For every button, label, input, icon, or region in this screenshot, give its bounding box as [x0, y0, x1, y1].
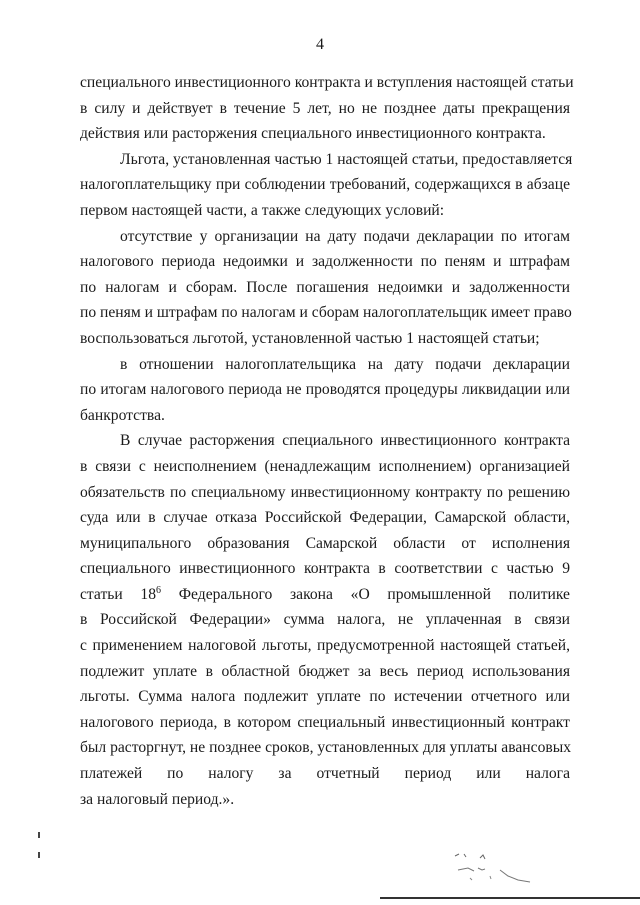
text-line: с применением налоговой льготы, предусмотренной настоящей статьей,: [80, 637, 570, 655]
text-line-statute: [80, 582, 570, 608]
text-line: В случае расторжения специального инвестиционного контракта: [120, 432, 570, 450]
scan-speck: [38, 832, 40, 838]
text-line: банкротства.: [80, 406, 165, 424]
text-line: суда или в случае отказа Российской Федерации, Самарской области,: [80, 509, 570, 527]
scan-edge-line: [380, 897, 640, 899]
text-line: налогоплательщику при соблюдении требований, содержащихся в абзаце: [80, 176, 570, 194]
text-line: обязательств по специальному инвестиционному контракту по решению: [80, 483, 570, 501]
text-line: за налоговый период.».: [80, 790, 235, 808]
text-line: в силу и действует в течение 5 лет, но не позднее даты прекращения: [80, 99, 570, 117]
paragraph-1: [80, 70, 574, 147]
text-line: первом настоящей части, а также следующих условий:: [80, 201, 445, 219]
text-line: льготы. Сумма налога подлежит уплате по истечении отчетного или: [80, 688, 570, 706]
text-line: налогового периода недоимки и задолженности по пеням и штрафам: [80, 253, 570, 271]
statute-law-name: Федерального закона «О промышленной политике: [161, 585, 570, 603]
document-body: [80, 70, 574, 812]
paragraph-4: [80, 352, 570, 429]
text-line: в Российской Федерации» сумма налога, не уплаченная в связи: [80, 611, 570, 629]
text-line: действия или расторжения специального инвестиционного контракта.: [80, 125, 546, 143]
text-line: в связи с неисполнением (ненадлежащим исполнением) организацией: [80, 457, 570, 475]
paragraph-2: [80, 147, 573, 224]
statute-article: статьи 18: [80, 585, 157, 603]
statute-superscript: 6: [156, 584, 162, 596]
text-line: подлежит уплате в областной бюджет за весь период использования: [80, 662, 570, 680]
text-line: специального инвестиционного контракта в соответствии с частью 9: [80, 560, 570, 578]
text-line: Льгота, установленная частью 1 настоящей статьи, предоставляется: [120, 150, 573, 168]
scan-smudge: [450, 848, 540, 888]
text-line: в отношении налогоплательщика на дату подачи декларации: [120, 355, 570, 373]
text-line: по итогам налогового периода не проводятся процедуры ликвидации или: [80, 381, 570, 399]
text-line: отсутствие у организации на дату подачи декларации по итогам: [120, 227, 570, 245]
text-line: муниципального образования Самарской области от исполнения: [80, 534, 570, 552]
paragraph-3: [80, 224, 570, 352]
paragraph-5: [80, 428, 570, 812]
page-number: 4: [316, 36, 324, 53]
scan-speck: [38, 852, 40, 858]
text-line: по пеням и штрафам по налогам и сборам налогоплательщик имеет право: [80, 304, 572, 322]
text-line: специального инвестиционного контракта и вступления настоящей статьи: [80, 74, 574, 91]
text-line: был расторгнут, не позднее сроков, установленных для уплаты авансовых: [80, 739, 571, 757]
text-line: по налогам и сборам. После погашения недоимки и задолженности: [80, 278, 570, 296]
text-line: воспользоваться льготой, установленной частью 1 настоящей статьи;: [80, 329, 540, 347]
text-line: налогового периода, в котором специальный инвестиционный контракт: [80, 713, 570, 731]
text-line: платежей по налогу за отчетный период или налога: [80, 765, 570, 783]
